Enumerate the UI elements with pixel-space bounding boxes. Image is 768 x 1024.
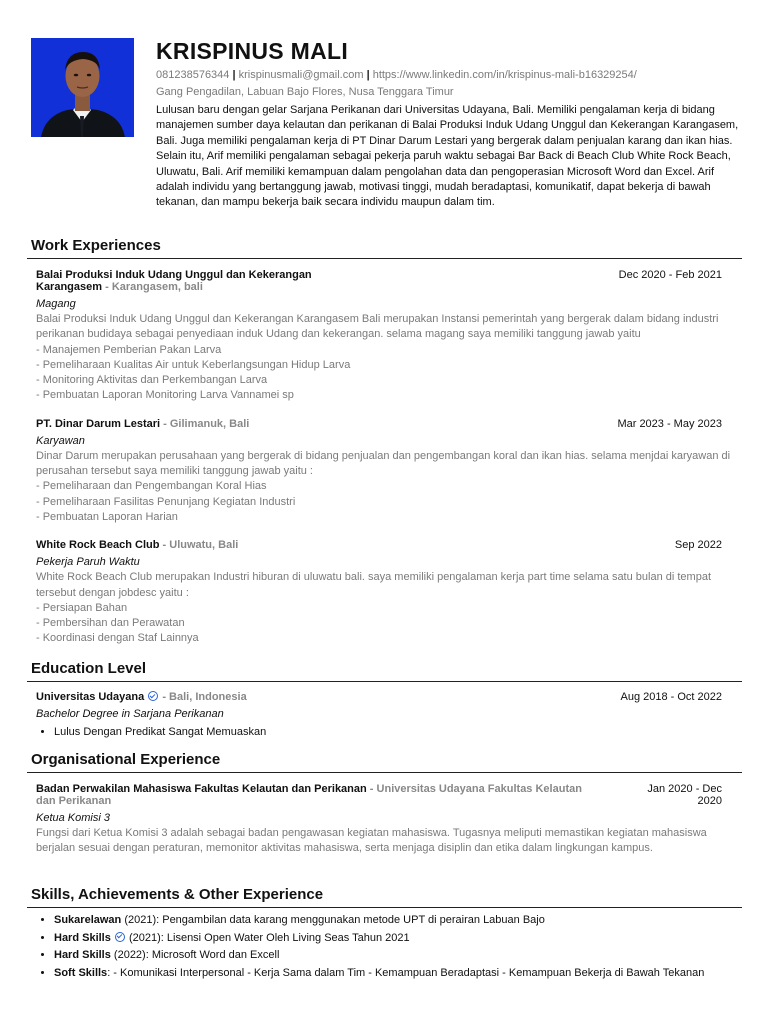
description-line: - Pemeliharaan Kualitas Air untuk Keberlangsungan Hidup Larva xyxy=(36,358,351,371)
entry-date: Mar 2023 - May 2023 xyxy=(617,417,722,430)
description-line: - Pembersihan dan Perawatan xyxy=(36,617,185,630)
entry-description xyxy=(36,449,732,525)
job-role: Magang xyxy=(36,298,76,310)
entry-header xyxy=(36,691,732,703)
skills-list xyxy=(27,912,742,982)
description-line: - Persiapan Bahan xyxy=(36,601,128,614)
organization-location: - Uluwatu, Bali xyxy=(159,539,239,552)
email-link[interactable]: krispinusmali@gmail.com xyxy=(238,69,364,81)
organisational-experience-section xyxy=(27,751,742,857)
institution-location: - Bali, Indonesia xyxy=(159,691,247,703)
entry-description xyxy=(36,312,732,404)
resume-header xyxy=(156,37,741,211)
education-entry xyxy=(27,691,742,742)
work-entry xyxy=(27,418,742,525)
organization-name: White Rock Beach Club xyxy=(36,539,160,552)
description-line: Dinar Darum merupakan perusahaan yang bergerak di bidang penjualan dan pengembangan koral dan ikan hias. selama menjdai karyawan di perusahan tersebut saya memiliki tanggung jawab yaitu : xyxy=(36,449,731,478)
work-entry xyxy=(27,269,742,404)
institution-name: Universitas Udayana xyxy=(36,691,145,703)
entry-header xyxy=(36,783,732,807)
organization-location: - Universitas Udayana Fakultas Kelautan xyxy=(366,783,582,795)
job-role: Pekerja Paruh Waktu xyxy=(36,556,140,569)
skill-text: (2021): Lisensi Open Water Oleh Living Seas Tahun 2021 xyxy=(125,931,410,944)
list-item xyxy=(54,930,742,948)
phone-number: 081238576344 xyxy=(156,69,230,81)
list-item xyxy=(54,965,742,983)
skill-label: Sukarelawan xyxy=(54,914,122,926)
skill-text: (2022): Microsoft Word dan Excell xyxy=(110,949,280,962)
education-achievements xyxy=(36,724,732,742)
entry-description: Fungsi dari Ketua Komisi 3 adalah sebagai badan pengawasan kegiatan mahasiswa. Tugasnya meliputi memastikan kegiatan mahasiswa berjalan sesuai dengan peraturan, memonitor aktivitas mahasiswa, serta menjaga disiplin dan etika dalam lingkungan kampus. xyxy=(36,827,707,855)
description-line: - Monitoring Aktivitas dan Perkembangan Larva xyxy=(36,374,268,387)
organization-name: Balai Produksi Induk Udang Unggul dan Kekerangan xyxy=(36,269,312,281)
skill-text: : - Komunikasi Interpersonal - Kerja Sama dalam Tim - Kemampuan Beradaptasi - Kemampuan Bekerja di Bawah Tekanan xyxy=(107,966,705,979)
description-line: - Pembuatan Laporan Monitoring Larva Vannamei sp xyxy=(36,389,294,402)
candidate-name: KRISPINUS MALI xyxy=(156,38,349,64)
contact-separator: | xyxy=(232,69,236,81)
skill-label: Soft Skills xyxy=(54,966,108,979)
contact-separator: | xyxy=(366,69,370,81)
skill-label: Hard Skills xyxy=(54,949,111,962)
section-title-organisation: Organisational Experience xyxy=(27,751,742,773)
section-title-education: Education Level xyxy=(27,660,742,682)
date-line: Jan 2020 - Dec xyxy=(647,783,722,795)
skill-text: (2021): Pengambilan data karang menggunakan metode UPT di perairan Labuan Bajo xyxy=(121,914,545,926)
description-line: - Pembuatan Laporan Harian xyxy=(36,510,178,523)
skill-label: Hard Skills xyxy=(54,931,111,944)
section-title-work: Work Experiences xyxy=(27,237,742,259)
education-section xyxy=(27,660,742,742)
organisation-entry xyxy=(27,783,742,857)
entry-header xyxy=(36,539,732,551)
organization-name: PT. Dinar Darum Lestari xyxy=(36,417,161,430)
organization-name: Karangasem xyxy=(36,281,103,293)
entry-date xyxy=(647,783,722,807)
linkedin-link[interactable]: https://www.linkedin.com/in/krispinus-mali-b16329254/ xyxy=(372,69,637,81)
profile-summary: Lulusan baru dengan gelar Sarjana Perikanan dari Universitas Udayana, Bali. Memiliki pengalaman kerja di bidang manajemen sumber daya kelautan dan perikanan di Balai Produksi Induk Udang Unggul dan Kekerangan Karangasem, Bali. Juga memiliki pengalaman kerja di PT Dinar Darum Lestari yang bergerak dalam penjualan karang dan ikan hias. Selain itu, Arif memiliki pengalaman sebagai pekerja paruh waktu sebagai Bar Back di Beach Club White Rock Beach, Uluwatu, Bali. Arif memiliki kemampuan dalam pengolahan data dan pengoperasian Microsoft Word dan Excel. Arif adalah individu yang bertanggung jawab, motivasi tinggi, mudah beradaptasi, komunikatif, dapat bekerja di bawah tekanan, dan mampu bekerja baik secara individu maupun dalam tim. xyxy=(156,104,739,209)
list-item xyxy=(54,947,742,965)
entry-header xyxy=(36,269,732,293)
organization-location: - Gilimanuk, Bali xyxy=(160,417,250,430)
organization-location: dan Perikanan xyxy=(36,795,112,807)
profile-photo xyxy=(31,38,134,137)
person-portrait-icon xyxy=(31,38,134,137)
organisation-role: Ketua Komisi 3 xyxy=(36,812,110,824)
contact-line xyxy=(156,68,741,83)
work-experiences-section xyxy=(27,237,742,647)
degree-name: Bachelor Degree in Sarjana Perikanan xyxy=(36,708,224,720)
verified-check-icon xyxy=(148,691,158,701)
work-entry xyxy=(27,539,742,646)
list-item: • Lulus Dengan Predikat Sangat Memuaskan xyxy=(54,724,732,742)
list-item xyxy=(54,912,742,930)
description-line: - Manajemen Pemberian Pakan Larva xyxy=(36,343,222,356)
job-role: Karyawan xyxy=(36,434,85,447)
description-line: - Koordinasi dengan Staf Lainnya xyxy=(36,632,199,645)
entry-date: Sep 2022 xyxy=(674,539,722,552)
description-line: - Pemeliharaan Fasilitas Penunjang Kegiatan Industri xyxy=(36,495,296,508)
description-line: Balai Produksi Induk Udang Unggul dan Kekerangan Karangasem Bali merupakan Instansi pemerintah yang bergerak dalam bidang industri perikanan budidaya sebagai penyediaan induk Udang dan kekerangan. selama magang saya memiliki tanggung jawab yaitu xyxy=(36,313,719,341)
organization-name: Badan Perwakilan Mahasiswa Fakultas Kelautan dan Perikanan xyxy=(36,783,367,795)
description-line: White Rock Beach Club merupakan Industri hiburan di uluwatu bali. saya memiliki pengalaman kerja part time selama satu bulan di tempat tersebut dengan jobdesc yaitu : xyxy=(36,571,712,599)
organization-location: - Karangasem, bali xyxy=(102,281,203,293)
address: Gang Pengadilan, Labuan Bajo Flores, Nusa Tenggara Timur xyxy=(156,86,454,98)
entry-date: Dec 2020 - Feb 2021 xyxy=(618,269,722,281)
entry-date: Aug 2018 - Oct 2022 xyxy=(620,691,722,703)
verified-check-icon xyxy=(115,932,125,942)
skills-section xyxy=(27,886,742,982)
section-title-skills: Skills, Achievements & Other Experience xyxy=(27,886,742,908)
entry-description xyxy=(36,570,732,646)
date-line: 2020 xyxy=(697,795,722,807)
description-line: - Pemeliharaan dan Pengembangan Koral Hias xyxy=(36,480,267,493)
entry-header xyxy=(36,418,732,430)
